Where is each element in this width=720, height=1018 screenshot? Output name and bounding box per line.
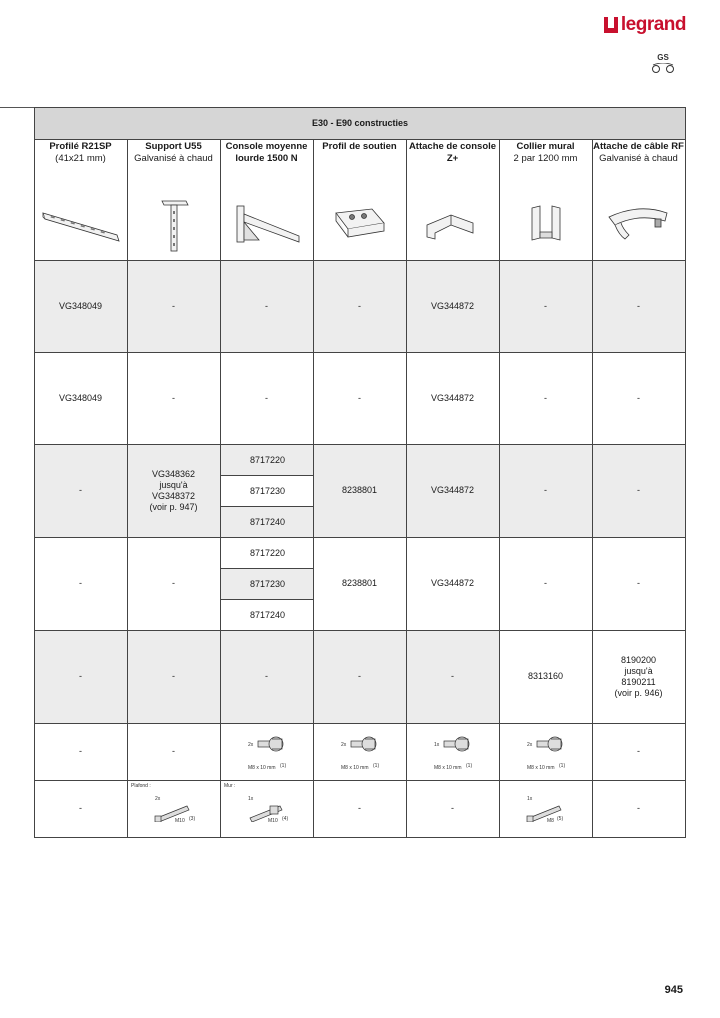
grid-line	[220, 139, 221, 837]
table-cell: -	[172, 392, 175, 403]
anchor-spec	[499, 780, 592, 836]
table-cell: 8313160	[499, 630, 592, 723]
bolt-icon	[256, 733, 290, 755]
console-bracket-icon	[220, 195, 313, 255]
bolt-note: (1)	[373, 763, 380, 769]
table-cell: -	[637, 392, 640, 403]
console-option: 8717230	[221, 476, 314, 506]
support-post-icon	[127, 195, 220, 255]
table-cell: 8190200 jusqu'à 8190211 (voir p. 946)	[592, 630, 685, 723]
bolt-spec-text: M8 x 10 mm	[248, 765, 276, 771]
table-cell: -	[451, 671, 454, 681]
table-cell: -	[358, 392, 361, 403]
anchor-spec	[220, 780, 313, 836]
bolt-qty: 2x	[341, 742, 347, 748]
grid-line	[34, 139, 686, 140]
anchor-qty: 1x	[248, 796, 254, 802]
bolt-spec	[220, 723, 313, 779]
legrand-mark-icon	[604, 17, 618, 33]
bolt-spec-text: M8 x 10 mm	[527, 765, 555, 771]
grid-line	[406, 139, 407, 837]
bolt-note: (1)	[466, 763, 473, 769]
anchor-icon	[153, 802, 196, 822]
table-cell: VG344872	[430, 578, 475, 588]
grid-line	[34, 260, 686, 261]
grid-line	[34, 630, 686, 631]
bolt-icon	[442, 733, 476, 755]
table-cell: -	[358, 300, 361, 311]
section-label: GS	[657, 53, 669, 62]
cable-clip-icon	[592, 195, 685, 255]
bolt-note: (1)	[280, 763, 287, 769]
col-title: Profilé R21SP	[49, 141, 112, 152]
table-cell: VG348049	[58, 392, 103, 403]
table-cell: -	[172, 300, 175, 311]
grid-line	[685, 107, 686, 837]
table-cell: VG348362 jusqu'à VG348372 (voir p. 947)	[149, 468, 198, 512]
table-cell: -	[637, 300, 640, 311]
table-cell: -	[637, 803, 640, 813]
col-title: Attache de console Z+	[408, 141, 497, 164]
table-cell: 8238801	[341, 578, 378, 588]
table-cell: VG348049	[58, 300, 103, 311]
bolt-qty: 2x	[248, 742, 254, 748]
table-cell: -	[544, 392, 547, 403]
col-head-console-clip	[406, 141, 499, 164]
bolt-qty: 1x	[434, 742, 440, 748]
product-table	[34, 107, 686, 837]
table-cell: -	[358, 671, 361, 681]
section-marker	[650, 53, 676, 75]
console-clip-icon	[406, 195, 499, 255]
col-head-cable-clip	[592, 141, 685, 164]
grid-line	[313, 139, 314, 837]
grid-line	[220, 599, 313, 600]
table-cell: -	[172, 671, 175, 681]
anchor-qty: 1x	[527, 796, 533, 802]
table-cell: -	[544, 300, 547, 311]
table-cell: -	[637, 746, 640, 756]
col-title: Console moyenne lourde 1500 N	[225, 141, 308, 164]
anchor-qty: 2x	[155, 796, 161, 802]
grid-line	[34, 537, 686, 538]
anchor-spec-text: M8	[547, 818, 554, 824]
grid-line	[34, 107, 686, 108]
table-cell: -	[172, 578, 175, 588]
console-option: 8717230	[221, 569, 314, 599]
table-cell: -	[79, 485, 82, 495]
table-cell: -	[544, 578, 547, 588]
console-option: 8717240	[221, 600, 314, 630]
table-cell: -	[358, 803, 361, 813]
bolt-spec	[406, 723, 499, 779]
table-cell: 8238801	[341, 485, 378, 495]
col-head-support	[127, 141, 220, 164]
margin-rule	[0, 107, 34, 108]
brand-name: legrand	[620, 14, 686, 35]
anchor-note: (3)	[189, 816, 196, 822]
section-symbol-icon	[650, 63, 676, 75]
grid-line	[34, 107, 35, 837]
table-cell: VG344872	[430, 392, 475, 403]
support-profile-icon	[313, 195, 406, 255]
col-head-wall-collar	[499, 141, 592, 164]
table-cell: VG344872	[430, 300, 475, 311]
col-sub: Galvanisé à chaud	[599, 152, 678, 164]
bolt-spec-text: M8 x 10 mm	[434, 765, 462, 771]
table-cell: -	[637, 578, 640, 588]
bolt-spec-text: M8 x 10 mm	[341, 765, 369, 771]
anchor-note: (4)	[282, 816, 289, 822]
console-option: 8717220	[221, 538, 314, 568]
grid-line	[592, 139, 593, 837]
table-title: E30 - E90 constructies	[34, 107, 686, 139]
table-cell: -	[544, 485, 547, 495]
bolt-icon	[349, 733, 383, 755]
brand-logo	[604, 14, 686, 36]
console-option: 8717220	[221, 445, 314, 475]
grid-line	[34, 837, 686, 838]
grid-line	[34, 352, 686, 353]
bolt-qty: 2x	[527, 742, 533, 748]
table-cell: -	[265, 300, 268, 311]
anchor-spec	[127, 780, 220, 836]
anchor-place: Plafond :	[131, 783, 151, 789]
anchor-spec-text: M10	[268, 818, 278, 824]
grid-line	[127, 139, 128, 837]
col-sub: 2 par 1200 mm	[513, 152, 578, 164]
anchor-icon	[246, 802, 289, 822]
col-title: Collier mural	[516, 141, 575, 152]
grid-line	[220, 475, 313, 476]
grid-line	[220, 568, 313, 569]
grid-line	[34, 444, 686, 445]
bolt-spec	[313, 723, 406, 779]
table-cell: -	[265, 392, 268, 403]
table-cell: -	[265, 671, 268, 681]
page-number: 945	[664, 984, 683, 996]
grid-line	[34, 780, 686, 781]
wall-collar-icon	[499, 195, 592, 255]
col-sub: (41x21 mm)	[55, 152, 106, 164]
table-cell: -	[637, 485, 640, 495]
bolt-icon	[535, 733, 569, 755]
grid-line	[34, 723, 686, 724]
anchor-place: Mur :	[224, 783, 236, 789]
grid-line	[220, 506, 313, 507]
rail-profile-icon	[34, 195, 127, 255]
table-cell: -	[79, 803, 82, 813]
bolt-spec	[499, 723, 592, 779]
col-title: Attache de câble RF	[593, 141, 684, 152]
table-cell: -	[451, 803, 454, 813]
table-cell: -	[79, 578, 82, 588]
table-cell: VG344872	[430, 485, 475, 495]
col-head-console	[220, 141, 313, 164]
grid-line	[499, 139, 500, 837]
console-option: 8717240	[221, 507, 314, 537]
table-cell: -	[172, 746, 175, 756]
table-cell: -	[79, 671, 82, 681]
col-title: Support U55	[145, 141, 202, 152]
col-sub: Galvanisé à chaud	[134, 152, 213, 164]
col-head-profile	[34, 141, 127, 164]
bolt-note: (1)	[559, 763, 566, 769]
anchor-note: (5)	[557, 816, 564, 822]
col-head-support-profile	[313, 141, 406, 153]
anchor-spec-text: M10	[175, 818, 185, 824]
table-cell: -	[79, 746, 82, 756]
col-title: Profil de soutien	[322, 141, 397, 152]
